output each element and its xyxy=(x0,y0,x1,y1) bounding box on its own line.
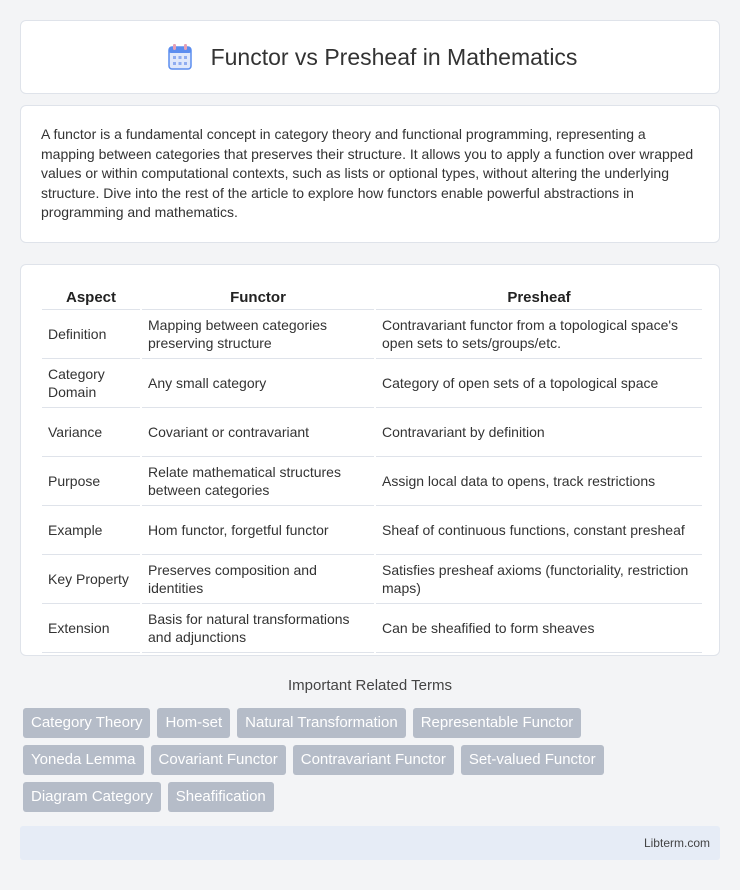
calendar-icon xyxy=(163,40,197,74)
column-header-aspect: Aspect xyxy=(42,283,140,310)
cell-functor: Relate mathematical structures between categories xyxy=(142,457,374,506)
table-row xyxy=(42,506,702,555)
table-row xyxy=(42,310,702,359)
tag-natural-transformation[interactable]: Natural Transformation xyxy=(237,708,406,738)
table-row xyxy=(42,555,702,604)
cell-functor: Covariant or contravariant xyxy=(142,408,374,457)
cell-presheaf: Sheaf of continuous functions, constant presheaf xyxy=(376,506,702,555)
cell-presheaf: Category of open sets of a topological space xyxy=(376,359,702,408)
cell-functor: Preserves composition and identities xyxy=(142,555,374,604)
tag-yoneda-lemma[interactable]: Yoneda Lemma xyxy=(23,745,144,775)
related-terms-list xyxy=(23,708,663,812)
tag-category-theory[interactable]: Category Theory xyxy=(23,708,150,738)
tag-covariant-functor[interactable]: Covariant Functor xyxy=(151,745,286,775)
footer-site-link[interactable]: Libterm.com xyxy=(643,836,710,850)
comparison-table xyxy=(40,283,704,653)
cell-aspect: Purpose xyxy=(42,457,140,506)
cell-presheaf: Contravariant functor from a topological space's open sets to sets/groups/etc. xyxy=(376,310,702,359)
cell-presheaf: Assign local data to opens, track restrictions xyxy=(376,457,702,506)
cell-functor: Basis for natural transformations and adjunctions xyxy=(142,604,374,653)
cell-functor: Any small category xyxy=(142,359,374,408)
cell-presheaf: Can be sheafified to form sheaves xyxy=(376,604,702,653)
intro-paragraph: A functor is a fundamental concept in category theory and functional programming, representing a mapping between categories that preserves their structure. It allows you to apply a function over wrapped values or within computational contexts, such as lists or optional types, without altering the underlying structure. Dive into the rest of the article to explore how functors enable powerful abstractions in programming and mathematics. xyxy=(41,126,694,221)
tag-hom-set[interactable]: Hom-set xyxy=(157,708,230,738)
table-row xyxy=(42,457,702,506)
table-header-row xyxy=(42,283,702,310)
intro-card xyxy=(20,105,720,243)
tag-representable-functor[interactable]: Representable Functor xyxy=(413,708,582,738)
tag-contravariant-functor[interactable]: Contravariant Functor xyxy=(293,745,454,775)
tag-set-valued-functor[interactable]: Set-valued Functor xyxy=(461,745,604,775)
column-header-functor: Functor xyxy=(142,283,374,310)
table-row xyxy=(42,408,702,457)
cell-aspect: Example xyxy=(42,506,140,555)
page-title: Functor vs Presheaf in Mathematics xyxy=(210,43,578,70)
cell-aspect: Variance xyxy=(42,408,140,457)
tag-diagram-category[interactable]: Diagram Category xyxy=(23,782,161,812)
table-row xyxy=(42,604,702,653)
related-terms-heading: Important Related Terms xyxy=(288,677,452,694)
title-card xyxy=(20,20,720,94)
cell-functor: Hom functor, forgetful functor xyxy=(142,506,374,555)
tag-sheafification[interactable]: Sheafification xyxy=(168,782,274,812)
footer xyxy=(20,826,720,860)
comparison-card xyxy=(20,264,720,656)
cell-aspect: Category Domain xyxy=(42,359,140,408)
cell-aspect: Definition xyxy=(42,310,140,359)
table-row xyxy=(42,359,702,408)
column-header-presheaf: Presheaf xyxy=(376,283,702,310)
cell-presheaf: Contravariant by definition xyxy=(376,408,702,457)
cell-presheaf: Satisfies presheaf axioms (functoriality, restriction maps) xyxy=(376,555,702,604)
cell-functor: Mapping between categories preserving structure xyxy=(142,310,374,359)
title-wrap xyxy=(163,40,578,74)
cell-aspect: Key Property xyxy=(42,555,140,604)
cell-aspect: Extension xyxy=(42,604,140,653)
